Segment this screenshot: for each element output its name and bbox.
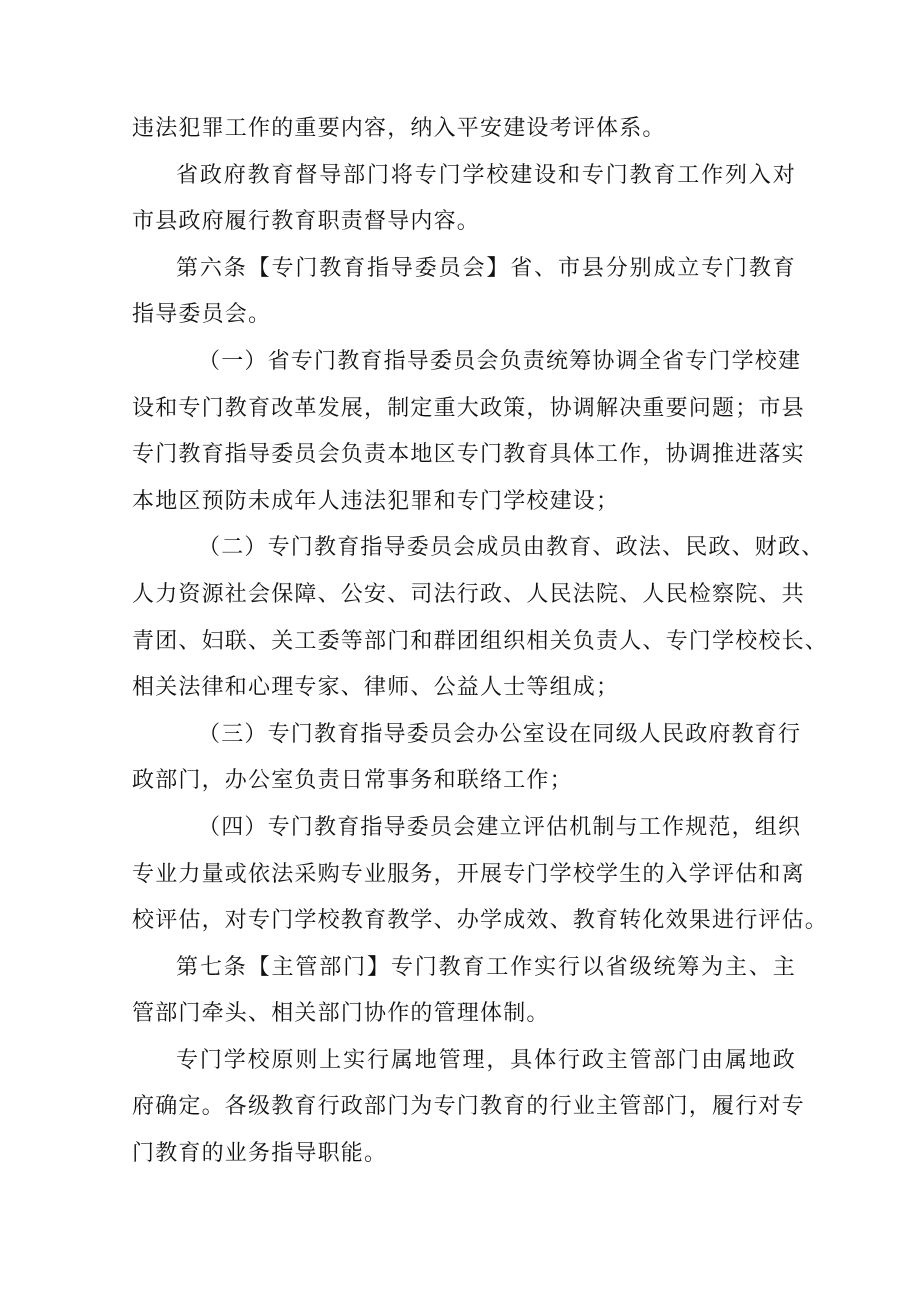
text-line: 专业力量或依法采购专业服务，开展专门学校学生的入学评估和离	[132, 861, 805, 887]
text-line: 本地区预防未成年人违法犯罪和专门学校建设；	[132, 488, 620, 514]
text-line: 府确定。各级教育行政部门为专门教育的行业主管部门，履行对专	[132, 1094, 805, 1120]
text-line: 门教育的业务指导职能。	[132, 1141, 388, 1167]
text-line: 违法犯罪工作的重要内容，纳入平安建设考评体系。	[132, 116, 666, 141]
item-2-line: （二）专门教育指导委员会成员由教育、政法、民政、财政、	[198, 535, 825, 561]
document-body	[132, 106, 829, 1178]
article-6-heading-line: 第六条【专门教育指导委员会】省、市县分别成立专门教育	[176, 255, 796, 281]
item-1-line: （一）省专门教育指导委员会负责统筹协调全省专门学校建	[198, 348, 802, 374]
text-line: 青团、妇联、关工委等部门和群团组织相关负责人、专门学校校长、	[132, 628, 829, 654]
text-line: 政部门，办公室负责日常事务和联络工作；	[132, 768, 573, 794]
item-4-line: （四）专门教育指导委员会建立评估机制与工作规范，组织	[198, 814, 802, 840]
text-line: 设和专门教育改革发展，制定重大政策，协调解决重要问题；市县	[132, 395, 805, 421]
article-7-heading-line: 第七条【主管部门】专门教育工作实行以省级统筹为主、主	[176, 954, 796, 980]
text-line: 专门学校原则上实行属地管理，具体行政主管部门由属地政	[176, 1047, 796, 1073]
text-line: 相关法律和心理专家、律师、公益人士等组成；	[132, 675, 620, 701]
text-line: 人力资源社会保障、公安、司法行政、人民法院、人民检察院、共	[132, 581, 805, 607]
text-line: 指导委员会。	[132, 302, 272, 328]
text-line: 校评估，对专门学校教育教学、办学成效、教育转化效果进行评估。	[132, 908, 829, 934]
text-line: 管部门牵头、相关部门协作的管理体制。	[132, 1001, 550, 1027]
item-3-line: （三）专门教育指导委员会办公室设在同级人民政府教育行	[198, 721, 802, 747]
text-line: 市县政府履行教育职责督导内容。	[132, 209, 481, 235]
text-line: 省政府教育督导部门将专门学校建设和专门教育工作列入对	[176, 162, 796, 188]
text-line: 专门教育指导委员会负责本地区专门教育具体工作，协调推进落实	[132, 442, 805, 468]
